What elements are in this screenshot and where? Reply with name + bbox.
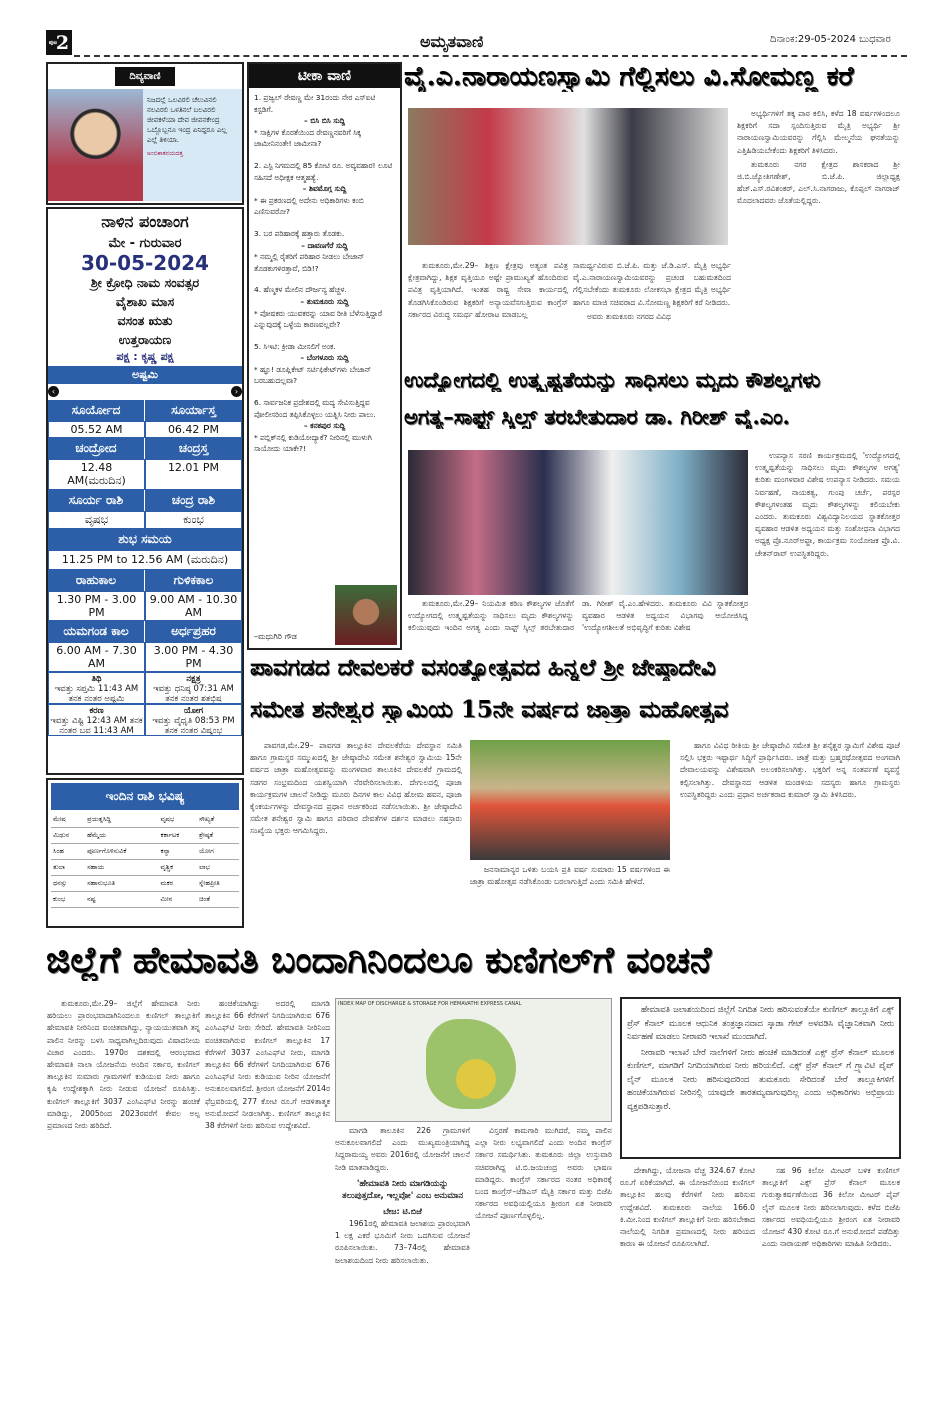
story4-headline: ಜಿಲ್ಲೆಗೆ ಹೇಮಾವತಿ ಬಂದಾಗಿನಿಂದಲೂ ಕುಣಿಗಲ್‌ಗೆ ವಂಚನೆ: [46, 940, 712, 981]
teeka-comment: * ಈ ಪ್ರಕರಣದಲ್ಲಿ ಅದೇನು ಅಧಿಕಾರಿಗಳು ಕಂಬಿ ಎಣಿಸುವರೋ?: [254, 195, 364, 217]
panchanga-value: ಕುಂಭ: [145, 511, 242, 529]
teeka-comment: * ನಮ್ಮಲ್ಲಿ ರೈತರಿಗೆ ಪರಿಹಾರ ನೀಡಲು ಬೇಜಾನ್ ತೊಡಕುಗಳಿರತ್ತಾವೆ, ಬಿಡಿ!?: [254, 252, 365, 273]
rashi-row: [51, 828, 239, 844]
story3-under-photo: [470, 864, 670, 890]
rashi-prediction: ಯೋಗ: [197, 844, 239, 860]
next-arrow-icon[interactable]: ›: [231, 386, 242, 397]
rashi-prediction: ಹೆಮ್ಮೆಯ: [85, 828, 158, 844]
panchanga-value-row: [48, 591, 242, 621]
teeka-news: 4. ಹೆಣ್ಮಕಳ ಮೇಲಿನ ದೌರ್ಜನ್ಯ ಹೆಚ್ಚಳ.: [254, 285, 347, 295]
story1-col2: [573, 260, 731, 325]
detail-title: ಯೋಗ: [183, 706, 204, 716]
paragraph: ಅವರು ತುಮಕೂರು ನಗರದ ವಿವಿಧ: [587, 311, 671, 321]
rashi-prediction: ಪ್ರಯತ್ನಸಿದ್ಧಿ: [85, 812, 158, 828]
header-divider: [74, 55, 907, 57]
panchanga-date: 30-05-2024: [81, 251, 209, 275]
story4-highlight-box: [620, 997, 901, 1159]
paragraph: 1961ರಲ್ಲಿ ಹೇಮಾವತಿ ಜಲಾಶಯ ಪ್ರಾರಂಭವಾಗಿ 1 ಲಕ್ಷ ಎಕರೆ ಭೂಮಿಗೆ ನೀರು ಒದಗಿಸುವ ಯೋಜನೆ ರೂಪಿಸಲಾಯಿತು. 73–74ರಲ್ಲಿ ಹೇಮಾವತಿ ಜಲಾಶಯದಿಂದ ನೀರು ಹರಿಸಲಾಯಿತು.: [335, 1219, 470, 1265]
rashi-prediction: ಸ್ನೇಹಪ್ರೀತಿ: [197, 876, 239, 892]
story2-caption: [408, 598, 748, 636]
panchanga-rutu: ವಸಂತ ಋತು: [117, 313, 173, 328]
panchanga-value-row: [48, 459, 242, 490]
teeka-item: [254, 160, 395, 218]
rashi-prediction: ಸಹಾನುಭೂತಿ: [85, 876, 158, 892]
panchanga-header-row: [48, 490, 242, 511]
panchanga-value: ವೃಷಭ: [48, 511, 145, 529]
panchanga-detail-cell: [145, 704, 242, 736]
rashi-sign: ಕುಂಭ: [51, 892, 85, 908]
paragraph: ತುಮಕೂರು ನಗರ ಕ್ಷೇತ್ರದ ಶಾಸಕರಾದ ಶ್ರೀ ಜಿ.ಬಿ.ಜ್ಯೋತಿಗಣೇಶ್, ಬಿ.ಜೆ.ಪಿ. ಜಿಲ್ಲಾಧ್ಯಕ್ಷ ಹೆಚ್.ಎಸ್.ರವಿಶಂಕರ್, ಎಲ್.ಸಿ.ನಾಗರಾಜು, ಕೊಪ್ಪಲ್ ನಾಗರಾಜ್ ಮೊದಲಾದವರು ಜೊತೆಯಲ್ಲಿದ್ದರು.: [737, 159, 900, 206]
panchanga-detail-cell: [48, 704, 145, 736]
prev-arrow-icon[interactable]: ‹: [48, 386, 59, 397]
story1-photo: [408, 108, 728, 245]
paragraph: ವಿಸ್ತರಣೆ ಕಾಮಗಾರಿ ಮುಗಿದರೆ, ನಮ್ಮ ಪಾಲಿನ ಎಲ್ಲಾ ನೀರು ಲಭ್ಯವಾಗಲಿದೆ ಎಂದು ಅಂದಿನ ಕಾಂಗ್ರೆಸ್ ಸರ್ಕಾರ ಸಮರ್ಥಿಸಿತು. ತುಮಕೂರು ಜಿಲ್ಲಾ ಉಸ್ತುವಾರಿ ಸಚಿವರಾಗಿದ್ದ ಟಿ.ಬಿ.ಜಯಚಂದ್ರ ಅವರು ಭಾಷಣ ಮಾಡಿದ್ದರು. ಕಾಂಗ್ರೆಸ್ ಸರ್ಕಾರದ ನಂತರ ಅಧಿಕಾರಕ್ಕೆ ಬಂದ ಕಾಂಗ್ರೆಸ್–ಜೆಡಿಎಸ್ ಮೈತ್ರಿ ಸರ್ಕಾರ ಮತ್ತು ಬಿಜೆಪಿ ಸರ್ಕಾರದ ಅವಧಿಯಲ್ಲಿಯೂ ಶ್ರೀರಂಗ ಏತ ನೀರಾವರಿ ಯೋಜನೆ ಪೂರ್ಣಗೊಳ್ಳಲಿಲ್ಲ.: [475, 1126, 612, 1221]
poet-portrait: [48, 89, 143, 201]
panchanga-value: 05.52 AM: [48, 421, 145, 438]
panchanga-label: ಚಂದ್ರೋದ: [48, 438, 145, 459]
detail-text: ಇವತ್ತು ಸಪ್ತಮಿ 11:43 AM ತನಕ ನಂತರ ಅಷ್ಟಮಿ: [54, 684, 139, 704]
rashi-prediction: ಚಿಂತೆ: [197, 892, 239, 908]
detail-text: ಇವತ್ತು ಧನಿಷ್ಠ 07:31 AM ತನಕ ನಂತರ ಶತಭಿಷ: [153, 684, 234, 704]
story4-col5: [620, 1165, 755, 1252]
rashi-row: [51, 844, 239, 860]
columnist-photo: [335, 585, 397, 645]
panchanga-label: ಚಂದ್ರ ರಾಶಿ: [145, 490, 242, 511]
teeka-source: – ಶಿವಮೊಗ್ಗ ಸುದ್ದಿ: [302, 184, 347, 194]
story3-left-col: [250, 740, 462, 840]
rashi-sign: ಮಿಥುನ: [51, 828, 85, 844]
panchanga-value: 12.01 PM: [145, 459, 242, 490]
canal-map: [335, 998, 612, 1122]
story4-subhead: 'ಹೇಮಾವತಿ ನೀರು ಮಾಗಡಿಯನ್ನು ತಲುಪುತ್ತದೋ, ಇಲ್ಲವೋ' ಎಂಬ ಅನುಮಾನ: [341, 1178, 464, 1201]
paragraph: ಪಾವಗಡ,ಮೇ.29– ಪಾವಗಡ ತಾಲ್ಲೂಕಿನ ದೇವಲಕೆರೆಯ ದೇವಸ್ಥಾನ ಸಮಿತಿ ಹಾಗೂ ಗ್ರಾಮಸ್ಥರ ಸಮ್ಮುಖದಲ್ಲಿ ಶ್ರೀ ಜೇಷ್ಠಾದೇವಿ ಸಮೇತ ಶನೇಶ್ವರ ಸ್ವಾಮಿಯ 15ನೇ ವರ್ಷದ ಜಾತ್ರಾ ಮಹೋತ್ಸವವನ್ನು ಮಂಗಳವಾರ ತಾಲೂಕಿನ ದೇವಲಕೆರೆ ಗ್ರಾಮದಲ್ಲಿ ಸಡಗರ ಸಂಭ್ರಮದಿಂದ ಯಶಸ್ವಿಯಾಗಿ ನೆರವೇರಿಸಲಾಯಿತು. ದೇಗುಲದಲ್ಲಿ ಪೂಜಾ ಕಾರ್ಯಕ್ರಮಗಳ ಚಾಲನೆ ನೀಡಿದ್ದು ಮೂರು ದಿನಗಳ ಕಾಲ ವಿವಿಧ ಹೋಮ ಹವನ, ಪೂಜಾ ಕೈಂಕರ್ಯಗಳನ್ನು ದೇವಸ್ಥಾನದ ಪ್ರಧಾನ ಅರ್ಚಕರಿಂದ ನಡೆಸಲಾಯಿತು. ಶ್ರೀ ಜೇಷ್ಠಾದೇವಿ ಸಮೇತ ಶನೇಶ್ವರ ಸ್ವಾಮಿ ಹಾಗೂ ಪರಿವಾರ ದೇವತೆಗಳ ದರ್ಶನ ಮಾಡಲು ಸಹಸ್ರಾರು ಸಂಖ್ಯೆಯ ಭಕ್ತರು ಆಗಮಿಸಿದ್ದರು.: [250, 741, 462, 836]
panchanga-label: ಅರ್ಧಪ್ರಹರ: [145, 621, 242, 642]
page-number-badge: [46, 30, 72, 55]
rashi-title: ಇಂದಿನ ರಾಶಿ ಭವಿಷ್ಯ: [51, 783, 239, 810]
paragraph: ದೇಕಾಗಿದ್ದು, ಯೋಜನಾ ವೆಚ್ಚ 324.67 ಕೋಟಿ ರೂ.ಗೆ ಏರಿಕೆಯಾಗಿದೆ. ಈ ಯೋಜನೆಯಿಂದ ಕುಣಿಗಲ್ ತಾಲ್ಲೂಕಿನ ಹಲವು ಕೆರೆಗಳಿಗೆ ನೀರು ಹರಿಸುವ ಉದ್ದೇಶವಿದೆ. ತುಮಕೂರು ನಾಲೆಯ 166.0 ಕಿ.ಮೀ.ನಿಂದ ಕುಣಿಗಲ್ ತಾಲ್ಲೂಕಿಗೆ ನೀರು ಹರಿಸಬೇಕಾದ ನಾಲೆಯಲ್ಲಿ ನಿಗದಿತ ಪ್ರಮಾಣದಲ್ಲಿ ನೀರು ಹರಿಯದ ಕಾರಣ ಈ ಯೋಜನೆ ರೂಪಿಸಲಾಗಿದೆ.: [620, 1166, 755, 1249]
rashi-prediction: ಸಹಾಯ: [85, 860, 158, 876]
panchanga-masa: ವೈಶಾಖ ಮಾಸ: [115, 294, 175, 309]
paragraph: ಹಂಚಿಕೆಯಾಗಿದ್ದು ಅದರಲ್ಲಿ ಮಾಗಡಿ ತಾಲ್ಲೂಕಿನ 66 ಕೆರೆಗಳಿಗೆ ನಿಗದಿಯಾಗಿರುವ 676 ಎಂಸಿಎಫ್‌ಟಿ ನೀರು ಸೇರಿದೆ. ಹೇಮಾವತಿ ನೀರಿನಿಂದ ವಂಚಿತವಾಗಿರುವ ಕುಣಿಗಲ್ ತಾಲ್ಲೂಕಿನ 17 ಕೆರೆಗಳಿಗೆ 3037 ಎಂಸಿಎಫ್‌ಟಿ ನೀರು, ಮಾಗಡಿ ತಾಲ್ಲೂಕಿನ 66 ಕೆರೆಗಳಿಗೆ ನಿಗದಿಯಾಗಿರುವ 676 ಎಂಸಿಎಫ್‌ಟಿ ನೀರು ಕುಡಿಯುವ ನೀರಿನ ಯೋಜನೆಗೆ ಅನುಕೂಲವಾಗಲಿದೆ. ಶ್ರೀರಂಗ ಯೋಜನೆಗೆ 2014ರ ಫೆಬ್ರವರಿಯಲ್ಲಿ 277 ಕೋಟಿ ರೂ.ಗೆ ಆಡಳಿತಾತ್ಮಕ ಅನುಮೋದನೆ ನೀಡಲಾಗಿತ್ತು. ಕುಣಿಗಲ್ ತಾಲ್ಲೂಕಿನ 38 ಕೆರೆಗಳಿಗೆ ನೀರು ಹರಿಸುವ ಉದ್ದೇಶವಿದೆ.: [205, 999, 330, 1131]
story1-col1: [408, 260, 568, 323]
paragraph: ಅಭ್ಯರ್ಥಿಗಳಿಗೆ ತಕ್ಕ ಪಾಠ ಕಲಿಸಿ, ಕಳೆದ 18 ವರ್ಷಗಳಿಂದಲೂ ಶಿಕ್ಷಕರಿಗೆ ಸದಾ ಸ್ಪಂದಿಸುತ್ತಿರುವ ಮೈತ್ರಿ ಅಭ್ಯರ್ಥಿ ಶ್ರೀ ನಾರಾಯಣಸ್ವಾಮಿಯವರನ್ನು ಗೆಲ್ಲಿಸಿ ಮೇಲ್ಮನೆಯ ಘನತೆಯನ್ನು ಎತ್ತಿಹಿಡಿಯಬೇಕೆಂದು ಶಿಕ್ಷಕರಿಗೆ ತಿಳಿಸಿದರು.: [737, 109, 900, 155]
paragraph: ಸಹ 96 ಕಿಲೋ ಮೀಟರ್ ಬಳಿಕ ಕುಣಿಗಲ್ ತಾಲ್ಲೂಕಿಗೆ ಎಕ್ಸ್ ಪ್ರೆಸ್ ಕೆನಾಲ್ ಮೂಲಕ ಗುರುತ್ವಾಕರ್ಷಣೆಯಿಂದ 36 ಕಿಲೋ ಮೀಟರ್ ಪೈಪ್ ಲೈನ್ ಮೂಲಕ ನೀರು ಹರಿಸಲಾಗುವುದು. ಕಳೆದ ಬಿಜೆಪಿ ಸರ್ಕಾರದ ಅವಧಿಯಲ್ಲಿಯೂ ಶ್ರೀರಂಗ ಏತ ನೀರಾವರಿ ಯೋಜನೆ 430 ಕೋಟಿ ರೂ.ಗೆ ಅನುಮೋದನೆ ಪಡೆದಿತ್ತು ಎಂದು ನಾರಾಯಣ್ ಅಧಿಕಾರಿಗಳು ಮಾಹಿತಿ ನೀಡಿದರು.: [762, 1166, 900, 1249]
rashi-prediction: ಲಾಭ: [197, 860, 239, 876]
detail-title: ಕರಣ: [89, 706, 104, 716]
teeka-source: – ದಾವಣಗೆರೆ ಸುದ್ದಿ: [301, 240, 348, 250]
story3-headline-line2: ಸಮೇತ ಶನೇಶ್ವರ ಸ್ವಾಮಿಯ 15ನೇ ವರ್ಷದ ಜಾತ್ರಾ ಮಹೋತ್ಸವ: [250, 697, 729, 723]
shubha-value: 11.25 PM to 12.56 AM (ಮರುದಿನ): [48, 550, 242, 570]
page-label: ಪುಟ: [48, 39, 57, 46]
panchanga-value-row: [48, 511, 242, 529]
panchanga-value: 3.00 PM - 4.30 PM: [145, 642, 242, 672]
panchanga-label: ಗುಳಿಕಕಾಲ: [145, 570, 242, 591]
panchanga-tithi-bar: ಅಷ್ಟಮಿ: [48, 366, 242, 384]
panchanga-month-day: ಮೇ - ಗುರುವಾರ: [108, 236, 182, 251]
paragraph: ತುಮಕೂರು,ಮೇ.29– ಜಿಲ್ಲೆಗೆ ಹೇಮಾವತಿ ನೀರು ಹರಿಯಲು ಪ್ರಾರಂಭವಾದಾಗಿನಿಂದಲೂ ಕುಣಿಗಲ್ ತಾಲ್ಲೂಕಿಗೆ ಹೇಮಾವತಿ ನೀರಿನಿಂದ ವಂಚಿತವಾಗಿದ್ದು, ನ್ಯಾಯಯುತವಾಗಿ ತನ್ನ ಪಾಲಿನ ನೀರನ್ನು ಬಳಸಿ ಸಾಧ್ಯವಾಗಿಲ್ಲದಿರುವುದು ವಿಷಾದನೀಯ ವಿಚಾರ ಎಂದರು. 1970ರ ದಶಕದಲ್ಲಿ ಆರಂಭವಾದ ಹೇಮಾವತಿ ನಾಲಾ ಯೋಜನೆಯ ಅಂದಿನ ಸರ್ಕಾರ, ಕುಣಿಗಲ್ ತಾಲ್ಲೂಕಿನ ಸುಮಾರು ಗ್ರಾಮಗಳಿಗೆ ಕುಡಿಯುವ ನೀರು ಹಾಗೂ ಕೃಷಿ ಉದ್ದೇಶಕ್ಕಾಗಿ ನೀರು ನೀಡುವ ಯೋಜನೆ ರೂಪಿಸಿತ್ತು. ಕುಣಿಗಲ್ ತಾಲ್ಲೂಕಿಗೆ 3037 ಎಂಸಿಎಫ್‌ಟಿ ನೀರನ್ನು ಹಂಚಿಕೆ ಮಾಡಿದ್ದು, 2005ರಿಂದ 2023ರವರೆಗೆ ಕೇವಲ ಅಲ್ಪ ಪ್ರಮಾಣದ ನೀರು ಹರಿದಿದೆ.: [47, 999, 200, 1131]
paragraph: ಹಾಗೂ ವಿವಿಧ ರೀತಿಯ ಶ್ರೀ ಜೇಷ್ಠಾದೇವಿ ಸಮೇತ ಶ್ರೀ ಶನೈಶ್ಚರ ಸ್ವಾಮಿಗೆ ವಿಶೇಷ ಪೂಜೆ ಸಲ್ಲಿಸಿ ಭಕ್ತರು ಇಷ್ಟಾರ್ಥ ಸಿದ್ಧಿಗೆ ಪ್ರಾರ್ಥಿಸಿದರು. ಜಾತ್ರೆ ಮತ್ತು ಬ್ರಹ್ಮರಥೋತ್ಸವದ ಅಂಗವಾಗಿ ದೇವಾಲಯವನ್ನು ವಿಶೇಷವಾಗಿ ಅಲಂಕರಿಸಲಾಗಿತ್ತು. ಭಕ್ತರಿಗೆ ಅನ್ನ ಸಂತರ್ಪಣೆ ವ್ಯವಸ್ಥೆ ಕಲ್ಪಿಸಲಾಗಿತ್ತು. ದೇವಸ್ಥಾನದ ಆಡಳಿತ ಮಂಡಳಿಯ ಸದಸ್ಯರು ಹಾಗೂ ಗ್ರಾಮಸ್ಥರು ಉಪಸ್ಥಿತರಿದ್ದರು ಎಂದು ಪ್ರಧಾನ ಅರ್ಚಕರಾದ ಕುಮಾರ್ ಸ್ವಾಮಿ ತಿಳಿಸಿದರು.: [680, 741, 900, 799]
teeka-title: ಟೀಕಾ ವಾಣಿ: [249, 64, 400, 88]
paragraph: ಸಾಮರ್ಥ್ಯವಿರುವ ಬಿ.ಜೆ.ಪಿ. ಮತ್ತು ಜೆ.ಡಿ.ಎಸ್. ಮೈತ್ರಿ ಅಭ್ಯರ್ಥಿ ವೈ.ಎ.ನಾರಾಯಣಸ್ವಾಮಿಯವರನ್ನು ಪ್ರಚಂಡ ಬಹುಮತದಿಂದ ಗೆಲ್ಲಿಸಬೇಕೆಂದು ತುಮಕೂರು ಲೋಕಸಭಾ ಕ್ಷೇತ್ರದ ಮೈತ್ರಿ ಅಭ್ಯರ್ಥಿ ಹಾಗೂ ಮಾಜಿ ಸಚಿವರಾದ ವಿ.ಸೋಮಣ್ಣ ಶಿಕ್ಷಕರಿಗೆ ಕರೆ ನೀಡಿದರು.: [573, 261, 731, 307]
issue-date: ದಿನಾಂಕ:29-05-2024 ಬುಧವಾರ: [770, 34, 891, 45]
rashi-row: [51, 860, 239, 876]
rashi-sign: ಸಿಂಹ: [51, 844, 85, 860]
teeka-news: 3. ಬರ ಪರಿಹಾರಕ್ಕೆ ಹತ್ತಾರು ತೊಡಕು.: [254, 228, 345, 238]
rashi-sign: ಕರ್ಕಾಟಕ: [159, 828, 197, 844]
teeka-comment: * ಸಾಕ್ಷಿಗಳ ಕೊರತೆಯಿಂದ ರೇವಣ್ಣನವರಿಗೆ ಸಿಕ್ಕ ಜಾಮೀನಿನಂತೇ! ಜಾಮೀನಾ?: [254, 127, 362, 149]
panchanga-label: ಸೂರ್ಯೋದ: [48, 400, 145, 421]
paragraph: ಉಪನ್ಯಾಸ ಸರಣಿ ಕಾರ್ಯಕ್ರಮದಲ್ಲಿ 'ಉದ್ಯೋಗದಲ್ಲಿ ಉತ್ಕೃಷ್ಟತೆಯನ್ನು ಸಾಧಿಸಲು ಮೃದು ಕೌಶಲ್ಯಗಳ ಅಗತ್ಯ' ಕುರಿತು ಮಂಗಳವಾರ ವಿಶೇಷ ಉಪನ್ಯಾಸ ನೀಡಿದರು. ಸಮಯ ನಿರ್ವಹಣೆ, ನಾಯಕತ್ವ, ಗುಂಪು ಚರ್ಚೆ, ಪರಸ್ಪರ ಕೌಶಲ್ಯಗಳಂತಹ ಮೃದು ಕೌಶಲ್ಯಗಳನ್ನು ಕಲಿಯಬೇಕು ಎಂದರು. ತುಮಕೂರು ವಿಶ್ವವಿದ್ಯಾನಿಲಯದ ಸ್ನಾತಕೋತ್ತರ ವ್ಯವಹಾರ ಆಡಳಿತ ಅಧ್ಯಯನ ಮತ್ತು ಸಂಶೋಧನಾ ವಿಭಾಗದ ಅಧ್ಯಕ್ಷ ಪ್ರೊ.ನೂರ್‌ಅಫ್ಜಾ, ಕಾರ್ಯಕ್ರಮ ಸಂಯೋಜಕ ಪ್ರೊ.ವಿ. ಚೇತನ್‌ರಾವ್ ಉಪಸ್ಥಿತರಿದ್ದರು.: [755, 451, 900, 558]
paragraph: ಜನಸಾಮಾನ್ಯರ ಒಳಿತು ಬಯಸಿ ಪ್ರತಿ ವರ್ಷ ಸುಮಾರು 15 ವರ್ಷಗಳಿಂದ ಈ ಜಾತ್ರಾ ಮಹೋತ್ಸವ ನಡೆಸಿಕೊಂಡು ಬರಲಾಗುತ್ತಿದೆ ಎಂದು ಸಮಿತಿ ಹೇಳಿದೆ.: [470, 865, 670, 887]
rashi-sign: ಧನಸ್ಸು: [51, 876, 85, 892]
divyavani-poem: ನಿಜದಲ್ಲೆ ಒಲವಿರಲಿ ಚೆಲುವಿನಲಿ ನಲವಿರಲಿ ಒಳತಿನಲೆ ಬಲವಿರಲಿ ಜೀವಕಳೆಯಾ ದೇವ ಜೀವನಕೇಂದ್ರ ಒಬ್ಬೊಬ್ಬನೂ ಇಂದ್ರ ಏನಿದ್ದರೂ ಎಲ್ಲ ಎಲ್ಲೆ ತಿಳಿಯಾ.: [147, 96, 227, 144]
panchanga-title: ನಾಳಿನ ಪಂಚಾಂಗ: [101, 212, 189, 231]
story4-col4: [475, 1125, 612, 1225]
teeka-comment: * ಹ್ಞೂ! ಡೂಪ್ಲಿಕೇಟ್ ಸರ್ಟಿಫಿಕೇಟ್‌ಗಳು ಬೇಜಾನ್ ಬರಬಹುದಲ್ಲವಾ?: [254, 364, 372, 386]
divyavani-title: ದಿವ್ಯವಾಣಿ: [115, 67, 175, 86]
panchanga-header-row: [48, 621, 242, 642]
story2-headline-line1: ಉದ್ಯೋಗದಲ್ಲಿ ಉತ್ಕೃಷ್ಟತೆಯನ್ನು ಸಾಧಿಸಲು ಮೃದು ಕೌಶಲ್ಯಗಳು: [404, 368, 821, 392]
shubha-title: ಶುಭ ಸಮಯ: [48, 529, 242, 550]
rashi-row: [51, 892, 239, 908]
divyavani-panel: [48, 89, 242, 201]
rashi-sign: ಮೀನ: [159, 892, 197, 908]
panchanga-samvatsara: ಶ್ರೀ ಕ್ರೋಧಿ ನಾಮ ಸಂವತ್ಸರ: [90, 275, 200, 290]
teeka-item: [254, 397, 395, 455]
map-title: INDEX MAP OF DISCHARGE & STORAGE FOR HEMAVATHI EXPRESS CANAL: [338, 1001, 522, 1007]
teeka-comment: * ಪೋಷಕರು ಯುವಕರನ್ನು ಯಾವ ರೀತಿ ಬೆಳೆಸುತ್ತಿದ್ದಾರೆ ಎನ್ನುವುದಕ್ಕೆ ಒಳ್ಳೆಯ ಕಾರಣವಲ್ಲವೇ?: [254, 308, 383, 330]
rashi-row: [51, 812, 239, 828]
rashi-sign: ಮೇಷ: [51, 812, 85, 828]
divyavani-author: ಅಂಬಿಕಾತನಯದತ್ತ: [147, 150, 183, 157]
paragraph: ತುಮಕೂರು,ಮೇ.29– ನಿಯಮಿತ ಕಠಿಣ ಕೌಶಲ್ಯಗಳ ಜೊತೆಗೆ ಉದ್ಯೋಗದಲ್ಲಿ ಉತ್ಕೃಷ್ಟತೆಯನ್ನು ಸಾಧಿಸಲು ಮೃದು ಕೌಶಲ್ಯಗಳನ್ನು ಕಲಿಯುವುದು ಇಂದಿನ ಅಗತ್ಯ ಎಂದು ಸಾಫ್ಟ್ ಸ್ಕಿಲ್ಸ್ ತರಬೇತುದಾರ ಡಾ. ಗಿರೀಶ್ ವೈ.ಎಂ.ಹೇಳಿದರು. ತುಮಕೂರು ವಿವಿ ಸ್ನಾತಕೋತ್ತರ ವ್ಯವಹಾರ ಆಡಳಿತ ಅಧ್ಯಯನ ವಿಭಾಗವು ಆಯೋಜಿಸಿದ್ದ 'ಉದ್ಯೋಗಶೀಲತೆ ಅಭಿವೃದ್ಧಿಗೆ ಕುರಿತು ವಿಶೇಷ: [408, 599, 748, 633]
story2-right-col: [755, 450, 900, 562]
paragraph: ನೀರಾವರಿ ಇಲಾಖೆ ಬೇರೆ ನಾಲೆಗಳಿಗೆ ನೀರು ಹಂಚಿಕೆ ಮಾಡಿದಂತೆ ಎಕ್ಸ್ ಪ್ರೆಸ್ ಕೆನಾಲ್ ಮೂಲಕ ಕುಣಿಗಲ್, ಮಾಗಡಿಗೆ ನಿಗದಿಯಾಗಿರುವ ನೀರು ಹರಿಯಲಿದೆ. ಎಕ್ಸ್ ಪ್ರೆಸ್ ಕೆನಾಲ್ ಗೆ ಗ್ರ್ಯಾವಿಟಿ ಪೈಪ್ ಲೈನ್ ಮೂಲಕ ನೀರು ಹರಿಸುವುದರಿಂದ ತುಮಕೂರು ಸೇರಿದಂತೆ ಬೇರೆ ತಾಲ್ಲೂಕಿಗಳಿಗೆ ಹಂಚಿಕೆಯಾಗಿರುವ ನೀರಿನಲ್ಲಿ ಯಾವುದೇ ತಾರತಮ್ಯವಾಗುವುದಿಲ್ಲ ಎಂದು ಅಧಿಕಾರಿಗಳು ಅಭಿಪ್ರಾಯ ವ್ಯಕ್ತಪಡಿಸುತ್ತಾರೆ.: [627, 1046, 894, 1111]
rashi-prediction: ಶ್ರೇಷ್ಠತೆ: [197, 828, 239, 844]
map-region-shape: [456, 1059, 496, 1099]
teeka-news: 5. ಸಿಇಟಿ: ಕ್ರೀಡಾ ಮೀಸಲಿಗೆ ಅಂಕ.: [254, 341, 336, 351]
panchanga-value: 12.48 AM(ಮರುದಿನ): [48, 459, 145, 490]
panchanga-label: ಸೂರ್ಯಾಸ್ತ: [145, 400, 242, 421]
story3-right-col: [680, 740, 900, 803]
panchanga-header-row: [48, 400, 242, 421]
story4-col3: [335, 1125, 470, 1269]
teeka-source: – ಬೆಂಗಳೂರು ಸುದ್ದಿ: [300, 353, 349, 363]
teeka-item: [254, 341, 395, 387]
story3-photo: [470, 740, 670, 860]
detail-text: ಇವತ್ತು ವೈಧೃತಿ 08:53 PM ತನಕ ನಂತರ ವಿಷ್ಕಂಭ: [152, 716, 235, 736]
divyavani-box: [46, 62, 244, 205]
panchanga-value: 6.00 AM - 7.30 AM: [48, 642, 145, 672]
rashi-sign: ವೃಷಭ: [159, 812, 197, 828]
panchanga-paksha: ಪಕ್ಷ : ಕೃಷ್ಣ ಪಕ್ಷ: [116, 350, 174, 363]
teeka-comment: * ಪಬ್ಲಿಕ್‌ನಲ್ಲಿ ಕುಡಿಯೋದ್ಯಾಕೆ? ನೀರಿನಲ್ಲಿ ಮುಳುಗಿ ಸಾಯೋದು ಯಾಕೇ?!: [254, 432, 372, 454]
panchanga-label: ಯಮಗಂಡ ಕಾಲ: [48, 621, 145, 642]
story4-col1: [47, 998, 200, 1134]
page-number: 2: [55, 31, 70, 54]
story4-subhead-byline: ಬೇಜ: ಟಿ.ಬಿಜೆ: [383, 1206, 422, 1216]
panchanga-value: 06.42 PM: [145, 421, 242, 438]
story3-headline-line1: ಪಾವಗಡದ ದೇವಲಕರೆ ವಸಂತ್ಯೋತ್ಸವದ ಹಿನ್ನಲೆ ಶ್ರೀ ಜೇಷ್ಠಾದೇವಿ: [250, 655, 716, 681]
story4-col6: [762, 1165, 900, 1252]
panchanga-header-row: [48, 570, 242, 591]
teeka-news: 1. ಪ್ರಜ್ವಲ್ ರೇವಣ್ಣ ಮೇ 31ರಂದು ನೇರ ಎಸ್‌ಐಟಿ ಕಸ್ಟಡಿಗೆ.: [254, 93, 376, 114]
teeka-author: –ಮಧುಗಿರಿ ಗೌಡ: [254, 632, 297, 641]
story2-photo: [408, 450, 748, 595]
panchanga-label: ಸೂರ್ಯ ರಾಶಿ: [48, 490, 145, 511]
teeka-vaani-box: [247, 62, 402, 650]
teeka-item: [254, 284, 395, 330]
detail-title: ನಕ್ಷತ್ರ: [186, 674, 201, 684]
detail-text: ಇವತ್ತು ವಿಷ್ಟಿ 12:43 AM ತನಕ ನಂತರ ಬವ 11:43 AM: [50, 716, 143, 736]
rashi-sign: ತುಲಾ: [51, 860, 85, 876]
panchanga-value-row: [48, 642, 242, 672]
rashi-box: [46, 778, 244, 928]
rashi-row: [51, 876, 239, 892]
masthead-title: ಅಮೃತವಾಣಿ: [420, 32, 484, 51]
rashi-sign: ಕನ್ಯಾ: [159, 844, 197, 860]
paragraph: ಹೇಮಾವತಿ ಜಲಾಶಯದಿಂದ ಜಿಲ್ಲೆಗೆ ನಿಗದಿತ ನೀರು ಹರಿಸುವಂತೆಯೇ ಕುಣಿಗಲ್ ತಾಲ್ಲೂಕಿಗೆ ಎಕ್ಸ್ ಪ್ರೆಸ್ ಕೆನಾಲ್ ಮೂಲಕ ಆಧುನಿಕ ತಂತ್ರಜ್ಞಾನವಾದ ಸ್ಕಾಡಾ ಗೇಟ್ ಅಳವಡಿಸಿ ವೈಜ್ಞಾನಿಕವಾಗಿ ನೀರು ನಿರ್ವಹಣೆ ಮಾಡಲು ನೀರಾವರಿ ಇಲಾಖೆ ಮುಂದಾಗಿದೆ.: [627, 1004, 894, 1041]
panchanga-label: ರಾಹುಕಾಲ: [48, 570, 145, 591]
teeka-source: – ಬಿಸಿ ಬಿಸಿ ಸುದ್ದಿ: [304, 116, 345, 126]
teeka-item: [254, 228, 395, 274]
rashi-prediction: ಪೂರ್ಣಗೊಳಿಸುವಿಕೆ: [85, 844, 158, 860]
rashi-prediction: ಸೌಖ್ಯತೆ: [197, 812, 239, 828]
panchanga-value: 1.30 PM - 3.00 PM: [48, 591, 145, 621]
teeka-source: – ಕನಕಪುರ ಸುದ್ದಿ: [303, 421, 346, 431]
rashi-sign: ವೃಶ್ಚಿಕ: [159, 860, 197, 876]
panchanga-label: ಚಂದ್ರಸ್ತ: [145, 438, 242, 459]
panchanga-header-row: [48, 438, 242, 459]
rashi-sign: ಮಕರ: [159, 876, 197, 892]
teeka-news: 6. ಸಾರ್ವಜನಿಕ ಪ್ರದೇಶದಲ್ಲಿ ಮದ್ಯ ಸೇವಿಸುತ್ತಿದ್ದವ ಪೋಲೀಸರಿಂದ ತಪ್ಪಿಸಿಕೊಳ್ಳಲು ಯತ್ನಿಸಿ ನೀರು ಪಾಲು.: [254, 398, 376, 419]
teeka-source: – ತುಮಕೂರು ಸುದ್ದಿ: [300, 296, 349, 306]
panchanga-value-row: [48, 421, 242, 438]
story4-col2: [205, 998, 330, 1134]
paragraph: ಮಾಗಡಿ ತಾಲೂಕಿನ 226 ಗ್ರಾಮಗಳಿಗೆ ಅನುಕೂಲವಾಗಲಿದೆ ಎಂದು ಮುಖ್ಯಮಂತ್ರಿಯಾಗಿದ್ದ ಸಿದ್ದರಾಮಯ್ಯ ಅವರು 2016ರಲ್ಲಿ ಯೋಜನೆಗೆ ಚಾಲನೆ ನೀಡಿ ಮಾತನಾಡಿದ್ದರು.: [335, 1126, 470, 1172]
rashi-prediction: ನಷ್ಟ: [85, 892, 158, 908]
panchanga-ayana: ಉತ್ತರಾಯಣ: [118, 332, 172, 347]
story1-col3: [737, 108, 900, 210]
panchanga-box: [46, 207, 244, 775]
teeka-news: 2. ಎಸ್ಟಿ ನಿಗಮದಲ್ಲಿ 85 ಕೋಟಿ ರೂ. ಅವ್ಯವಹಾರ! ಲೂಟಿ ಸಹಿಸದೆ ಅಧೀಕ್ಷಕ ಆತ್ಮಹತ್ಯೆ.: [254, 160, 393, 182]
teeka-item: [254, 92, 395, 150]
story2-headline-line2: ಅಗತ್ಯ–ಸಾಫ್ಟ್ ಸ್ಕಿಲ್ಸ್ ತರಬೇತುದಾರ ಡಾ. ಗಿರೀಶ್ ವೈ.ಎಂ.: [404, 405, 790, 429]
story1-headline: ವೈ.ಎ.ನಾರಾಯಣಸ್ವಾಮಿ ಗೆಲ್ಲಿಸಲು ವಿ.ಸೋಮಣ್ಣ ಕರೆ: [404, 62, 854, 92]
panchanga-value: 9.00 AM - 10.30 AM: [145, 591, 242, 621]
panchanga-detail-cell: [48, 672, 145, 704]
paragraph: ತುಮಕೂರು,ಮೇ.29– ಶಿಕ್ಷಣ ಕ್ಷೇತ್ರವು ಅತ್ಯಂತ ಪವಿತ್ರ ಕ್ಷೇತ್ರವಾಗಿದ್ದು, ಶಿಕ್ಷಕ ವೃತ್ತಿಯೂ ಅಷ್ಟೇ ಪ್ರಾಮುಖ್ಯತೆ ಹೊಂದಿರುವ ಪವಿತ್ರ ವೃತ್ತಿಯಾಗಿದೆ. ಇಂತಹ ರಾಷ್ಟ್ರ ಸೇವಾ ಕಾರ್ಯದಲ್ಲಿ ತೊಡಗಿಸಿಕೊಂಡಿರುವ ಶಿಕ್ಷಕರಿಗೆ ಅನ್ಯಾಯವೆಸಗುತ್ತಿರುವ ಕಾಂಗ್ರೆಸ್ ಸರ್ಕಾರದ ವಿರುದ್ಧ ಸಮರ್ಥ ಹೋರಾಟ ಮಾಡಬಲ್ಲ: [408, 261, 568, 319]
detail-title: ತಿಥಿ: [91, 674, 102, 684]
panchanga-detail-cell: [145, 672, 242, 704]
